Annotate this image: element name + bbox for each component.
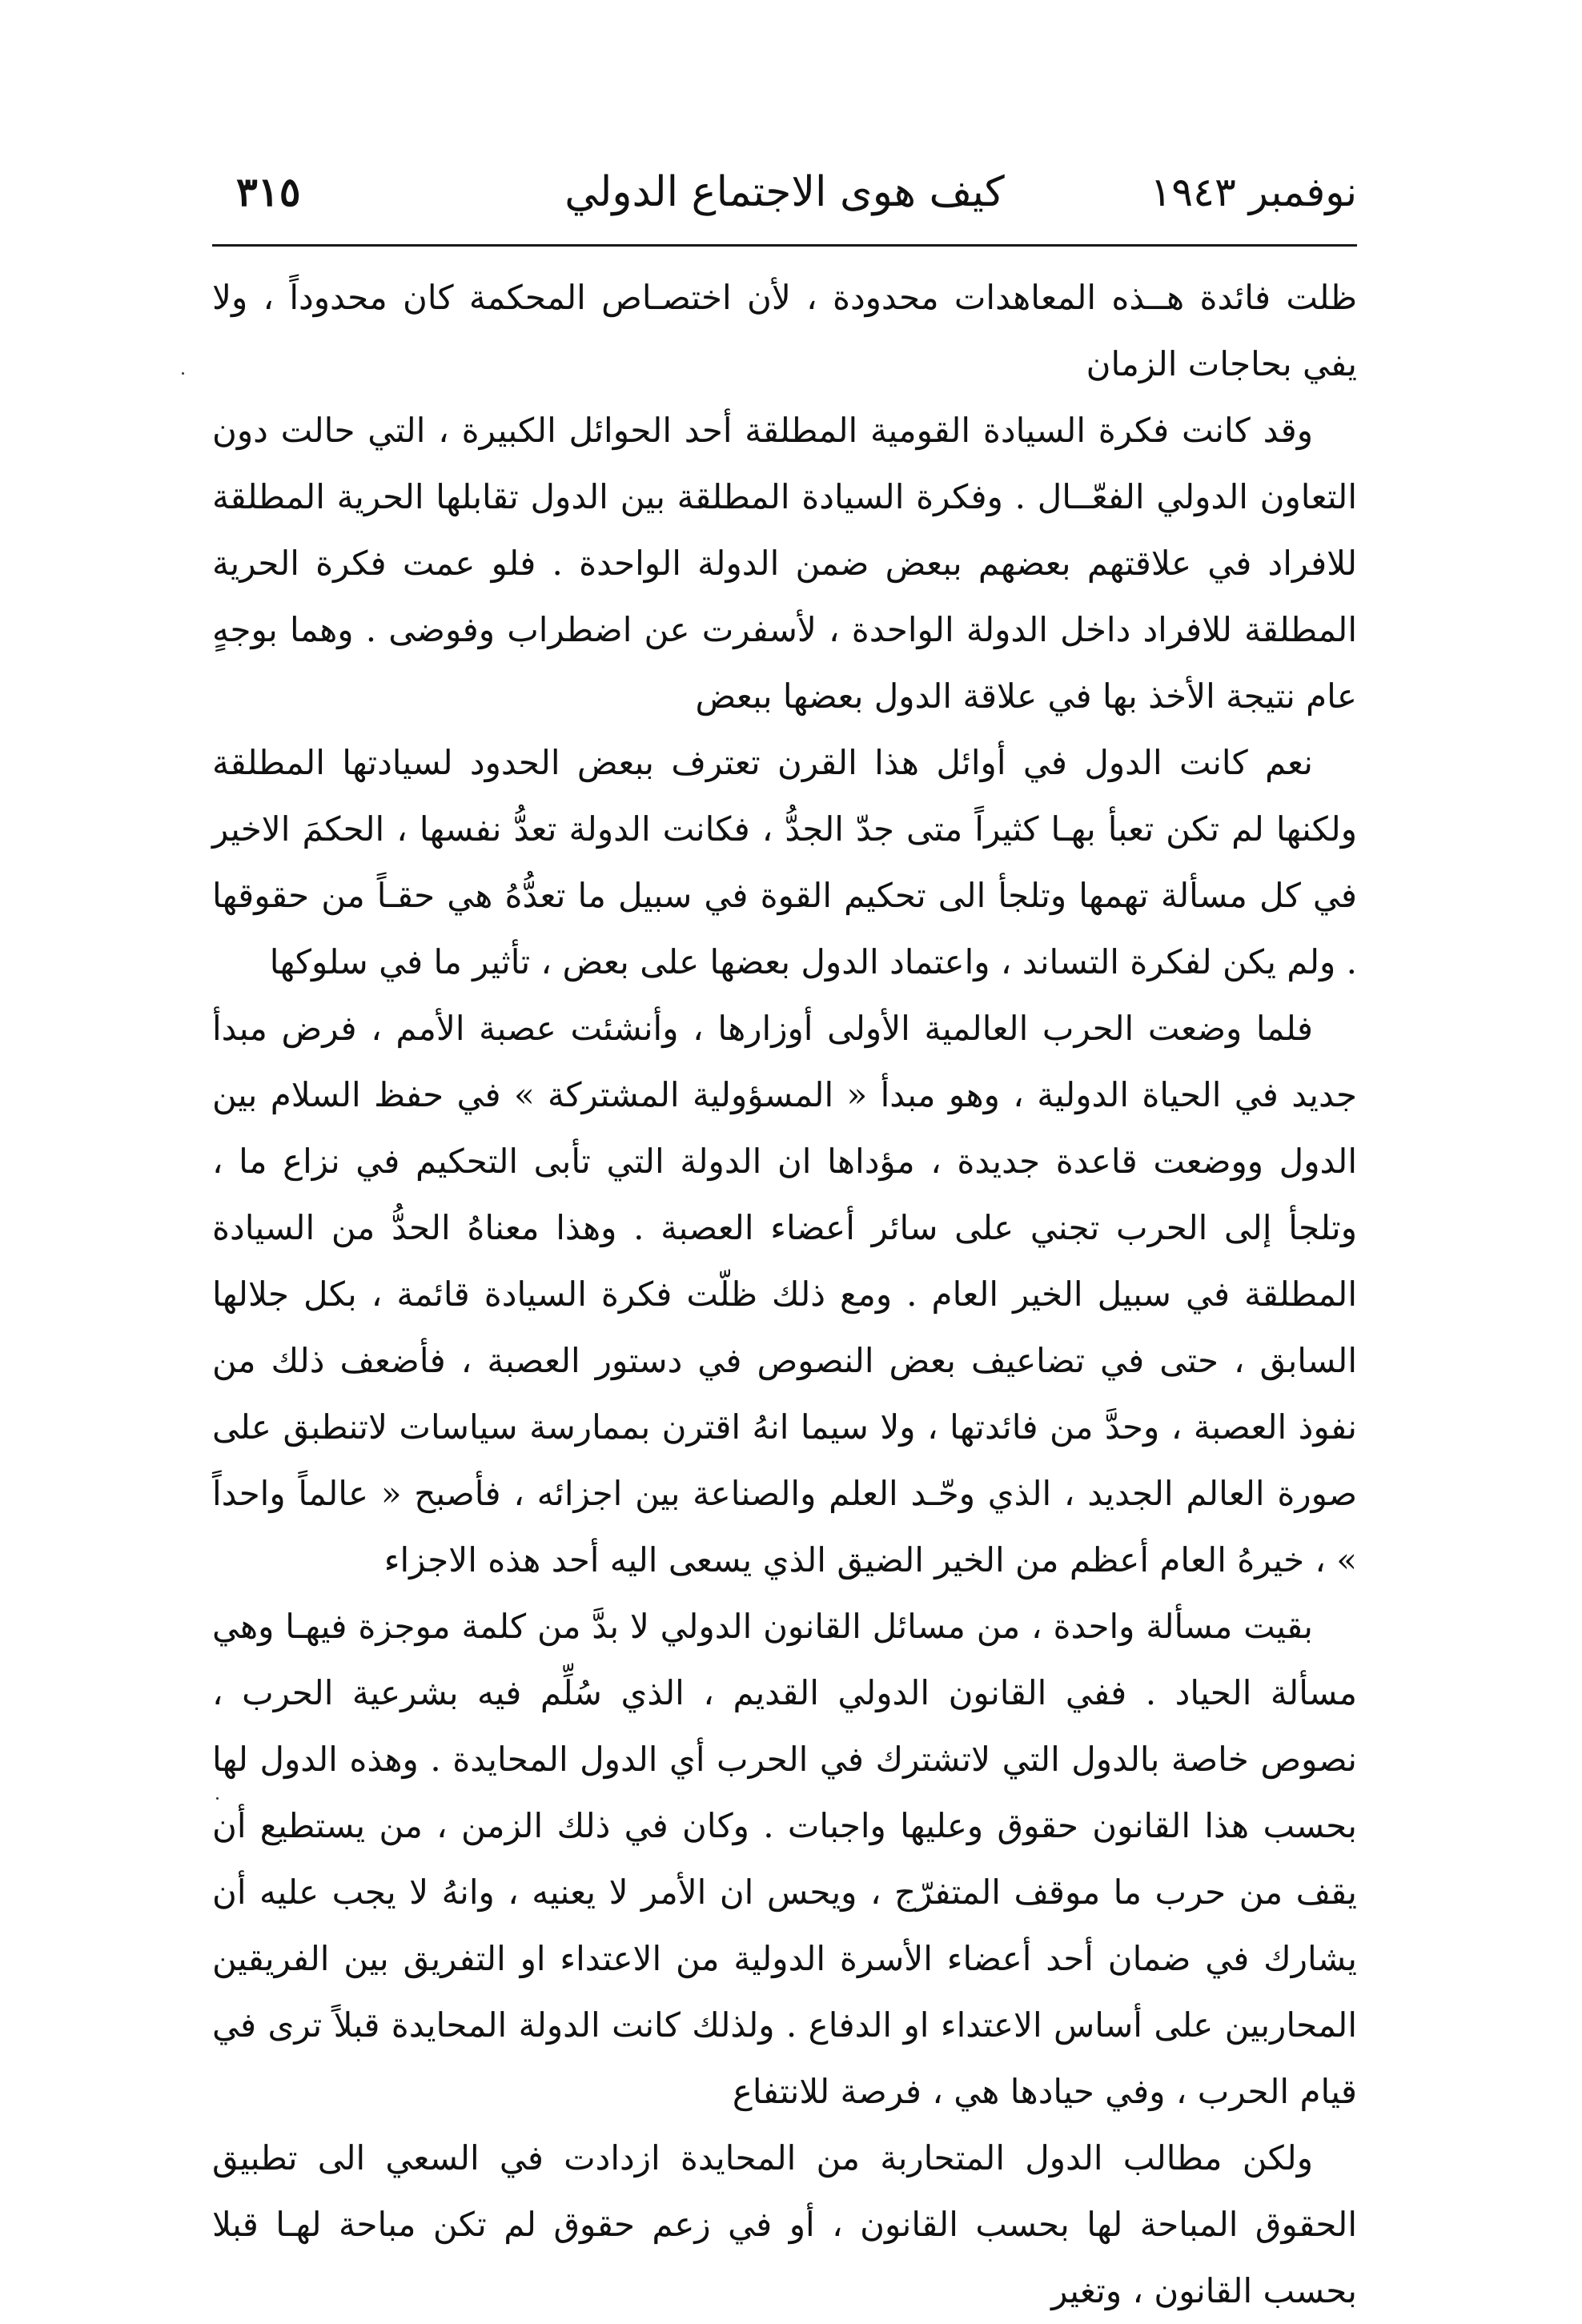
paragraph-5: بقيت مسألة واحدة ، من مسائل القانون الدولي لا بدَّ من كلمة موجزة فيهـا وهي مسألة الحياد . ففي القانون الدولي القديم ، الذي سُلِّم فيه بشرعية الحرب ، نصوص خاصة بالدول التي لاتشترك في الحرب أي الدول المحايدة . وهذه الدول لها بحسب هذا القانون حقوق وعليها واجبات . وكان في ذلك الزمن ، من يستطيع أن يقف من حرب ما موقف المتفرّج ، ويحس ان الأمر لا يعنيه ، وانهُ لا يجب عليه أن يشارك في ضمان أحد أعضاء الأسرة الدولية من الاعتداء او التفريق بين الفريقين المحاربين على أساس الاعتداء او الدفاع . ولذلك كانت الدولة المحايدة قبلاً ترى في قيام الحرب ، وفي حيادها هي ، فرصة للانتفاع xyxy=(212,1607,1357,2111)
header-title: كيف هوى الاجتماع الدولي xyxy=(564,168,1005,216)
paragraph-3: نعم كانت الدول في أوائل هذا القرن تعترف ببعض الحدود لسيادتها المطلقة ولكنها لم تكن تعبأ بهـا كثيراً متى جدّ الجدُّ ، فكانت الدولة تعدُّ نفسها ، الحكمَ الاخير في كل مسألة تهمها وتلجأ الى تحكيم القوة في سبيل ما تعدُّهُ هي حقـاً من حقوقها . ولم يكن لفكرة التساند ، واعتماد الدول بعضها على بعض ، تأثير ما في سلوكها xyxy=(212,743,1357,981)
paragraph-4: فلما وضعت الحرب العالمية الأولى أوزارها ، وأنشئت عصبة الأمم ، فرض مبدأ جديد في الحياة الدولية ، وهو مبدأ « المسؤولية المشتركة » في حفظ السلام بين الدول ووضعت قاعدة جديدة ، مؤداها ان الدولة التي تأبى التحكيم في نزاع ما ، وتلجأ إلى الحرب تجني على سائر أعضاء العصبة . وهذا معناهُ الحدُّ من السيادة المطلقة في سبيل الخير العام . ومع ذلك ظلّت فكرة السيادة قائمة ، بكل جلالها السابق ، حتى في تضاعيف بعض النصوص في دستور العصبة ، فأضعف ذلك من نفوذ العصبة ، وحدَّ من فائدتها ، ولا سيما انهُ اقترن بممارسة سياسات لاتنطبق على صورة العالم الجديد ، الذي وحّـد العلم والصناعة بين اجزائه ، فأصبح « عالماً واحداً » ، خيرهُ العام أعظم من الخير الضيق الذي يسعى اليه أحد هذه الاجزاء xyxy=(212,1009,1357,1579)
paragraph-1: ظلت فائدة هــذه المعاهدات محدودة ، لأن اختصـاص المحكمة كان محدوداً ، ولا يفي بحاجات الزمان xyxy=(212,278,1357,383)
scan-speck xyxy=(216,1797,219,1800)
paragraph-6: ولكن مطالب الدول المتحاربة من المحايدة ازدادت في السعي الى تطبيق الحقوق المباحة لها بحسب القانون ، أو في زعم حقوق لم تكن مباحة لهـا قبلا بحسب القانون ، وتغير xyxy=(212,2138,1357,2310)
page-header xyxy=(212,156,1357,228)
scan-speck xyxy=(182,372,184,375)
header-rule xyxy=(212,244,1357,247)
paragraph-2: وقد كانت فكرة السيادة القومية المطلقة أحد الحوائل الكبيرة ، التي حالت دون التعاون الدولي الفعّــال . وفكرة السيادة المطلقة بين الدول تقابلها الحرية المطلقة للافراد في علاقتهم بعضهم ببعض ضمن الدولة الواحدة . فلو عمت فكرة الحرية المطلقة للافراد داخل الدولة الواحدة ، لأسفرت عن اضطراب وفوضى . وهما بوجهٍ عام نتيجة الأخذ بها في علاقة الدول بعضها ببعض xyxy=(212,411,1357,716)
page-number: ٣١٥ xyxy=(236,168,301,215)
article-body xyxy=(212,264,1357,2324)
header-date: نوفمبر ١٩٤٣ xyxy=(1150,169,1357,215)
